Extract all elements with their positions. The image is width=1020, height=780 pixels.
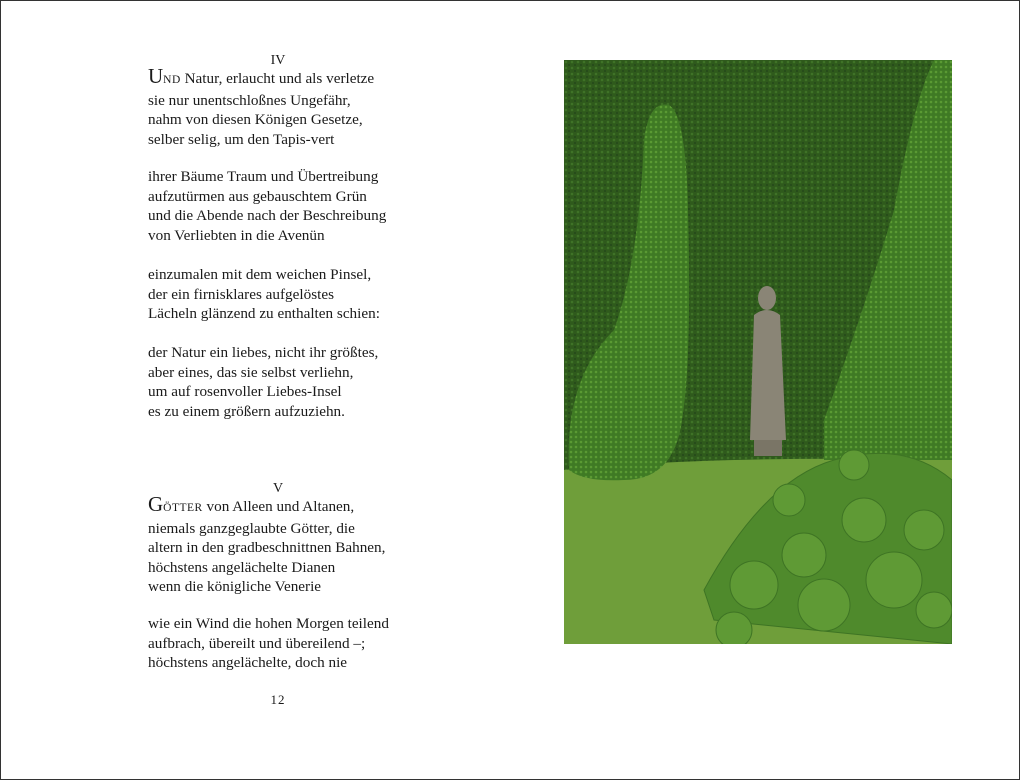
first-line [148,492,385,519]
verse-line: es zu einem größern aufzuziehn. [148,402,345,420]
section-numeral-v: V [272,481,284,496]
verse-line: aufbrach, übereilt und übereilend –; [148,634,366,652]
verse-line: aufzutürmen aus gebauschtem Grün [148,187,367,205]
stanza [148,64,375,149]
verse-line: niemals ganzgeglaubte Götter, die [148,519,355,537]
verse-line: höchstens angelächelte Dianen [148,558,336,576]
verse-line: Lächeln glänzend zu enthalten schien: [148,305,380,323]
verse-line: höchstens angelächelte, doch nie [148,654,348,672]
verse-line: sie nur unentschloßnes Ungefähr, [148,91,351,109]
first-line-rest: von Alleen und Altanen, [202,498,355,515]
initial-letter: U [148,64,164,88]
first-line-rest: Natur, erlaucht und als verletze [180,70,375,87]
stanza [148,492,386,597]
verse-line: der Natur ein liebes, nicht ihr größtes, [148,344,379,361]
verse-line: altern in den gradbeschnittnen Bahnen, [148,539,386,557]
verse-line: wie ein Wind die hohen Morgen teilend [148,615,389,632]
verse-line: von Verliebten in die Avenün [148,226,325,244]
section-numeral-iv: IV [270,53,286,68]
first-line [148,64,375,91]
stanza [148,167,386,245]
verse-line: selber selig, um den Tapis-vert [148,130,335,148]
initial-letter: G [148,492,164,516]
verse-line: wenn die königliche Venerie [148,578,322,596]
garden-photo [564,60,952,644]
verse-line: aber eines, das sie selbst verliehn, [148,363,354,381]
verse-line: nahm von diesen Königen Gesetze, [148,111,363,129]
verse-line: einzumalen mit dem weichen Pinsel, [148,266,372,283]
stanza [148,265,380,324]
verse-line: ihrer Bäume Traum und Übertreibung [148,168,379,185]
page-number: 12 [270,692,286,707]
small-caps: ÖTTER [163,502,203,514]
verse-line: der ein firnisklares aufgelöstes [148,285,334,303]
stanza [148,614,389,673]
verse-line: um auf rosenvoller Liebes-Insel [148,383,342,401]
verse-line: und die Abende nach der Beschreibung [148,207,387,225]
stanza [148,343,378,421]
small-caps: ND [163,74,181,86]
